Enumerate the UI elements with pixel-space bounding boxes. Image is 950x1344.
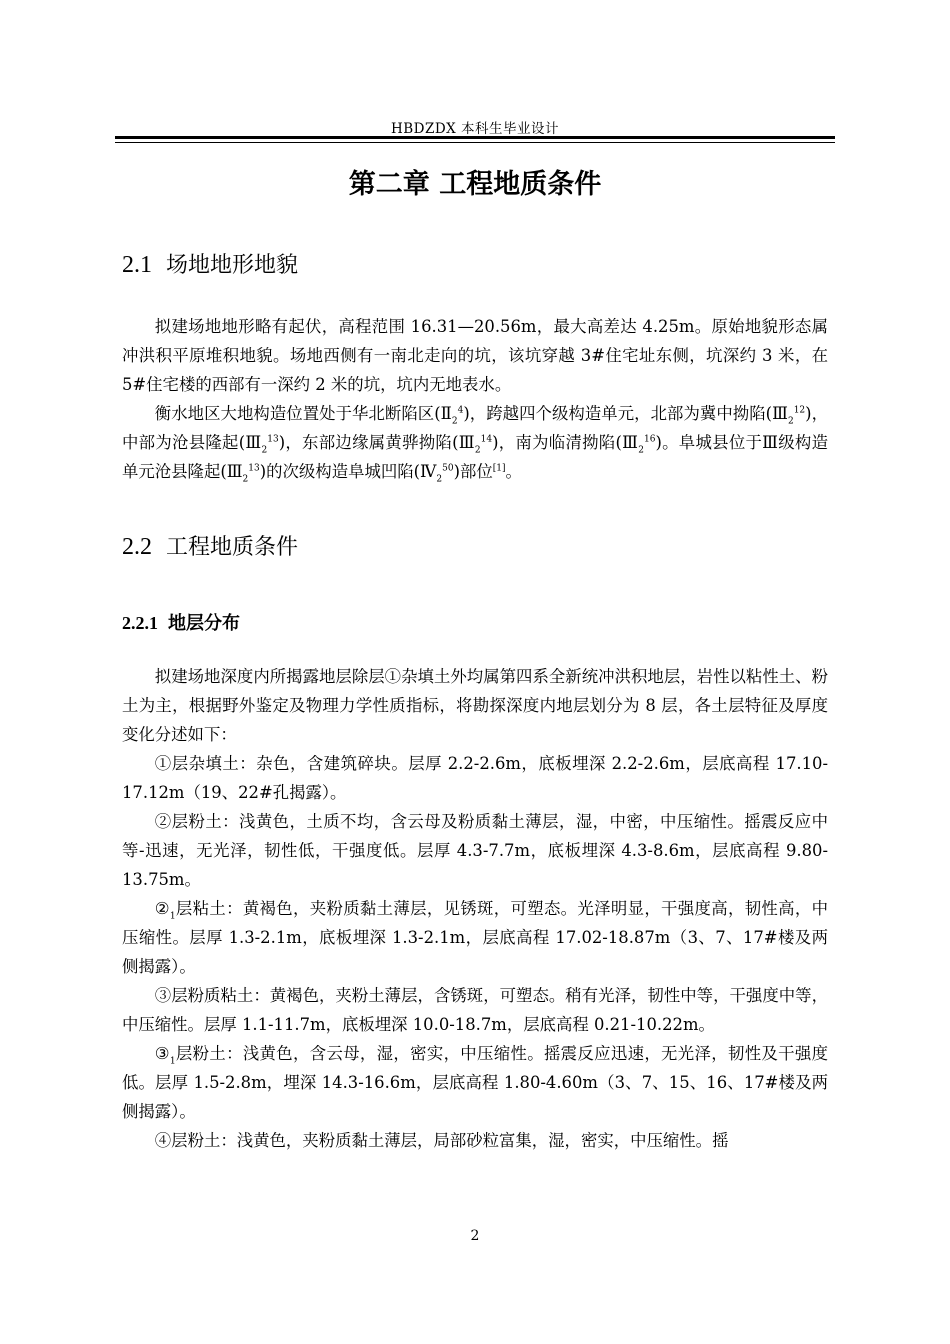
subsection-title: 地层分布 [168,613,240,634]
citation-ref: [1] [492,463,506,474]
paragraph-layer-2-1: $②_1$层粘土：黄褐色，夹粉质黏土薄层，见锈斑，可塑态。光泽明显，干强度高，韧性高，中压缩性。层厚 1.3-2.1m，底板埋深 1.3-2.1m，层底高程 17.02-18.87m（3、7、17#楼及两侧揭露）。 [122,899,829,976]
paragraph-strata-intro: 拟建场地深度内所揭露地层除层①杂填土外均属第四系全新统冲洪积地层，岩性以粘性土、粉土为主，根据野外鉴定及物理力学性质指标，将勘探深度内地层划分为 8 层，各土层特征及厚度变化分述如下： [122,667,828,744]
subsection-heading-2-2-1 [122,609,240,635]
section-title: 场地地形地貌 [166,253,299,278]
section-number: 2.1 [122,252,152,278]
page-header: HBDZDX 本科生毕业设计 [390,121,560,137]
paragraph-layer-4: ④层粉土：浅黄色，夹粉质黏土薄层，局部砂粒富集，湿，密实，中压缩性。摇 [154,1131,729,1150]
section-title: 工程地质条件 [166,535,299,560]
paragraph-layer-3-1: $③_1$层粉土：浅黄色，含云母，湿，密实，中压缩性。摇震反应迅速，无光泽，韧性及干强度低。层厚 1.5-2.8m，埋深 14.3-16.6m，层底高程 1.80-4.60m（3、7、15、16、17#楼及两侧揭露）。 [122,1044,829,1121]
section-heading-2-1 [122,248,298,279]
subsection-number: 2.2.1 [122,613,158,633]
paragraph-layer-3: ③层粉质粘土：黄褐色，夹粉土薄层，含锈斑，可塑态。稍有光泽，韧性中等，干强度中等，中压缩性。层厚 1.1-11.7m，底板埋深 10.0-18.7m，层底高程 0.21-10.22m。 [122,986,828,1034]
paragraph-layer-1: ①层杂填土：杂色，含建筑碎块。层厚 2.2-2.6m，底板埋深 2.2-2.6m，层底高程 17.10-17.12m（19、22#孔揭露）。 [122,754,828,802]
section-heading-2-2 [122,530,298,561]
paragraph-tectonics: 衡水地区大地构造位置处于华北断陷区$(Ⅱ_2^4)$，跨越四个级构造单元，北部为冀中拗陷$(Ⅲ_2^{12})$，中部为沧县隆起$(Ⅲ_2^{13})$，东部边缘属黄骅拗陷$(Ⅲ_2^{14})$，南为临清拗陷$(Ⅲ_2^{16})$。阜城县位于Ⅲ级构造单元沧县隆起$(Ⅲ_2^{13})$的次级构造阜城凹陷$(Ⅳ_2^{50})$部位[1]。 [122,404,828,485]
header-rule-thick [115,136,835,139]
paragraph-terrain: 拟建场地地形略有起伏，高程范围 16.31—20.56m，最大高差达 4.25m。原始地貌形态属冲洪积平原堆积地貌。场地西侧有一南北走向的坑，该坑穿越 3#住宅址东侧，坑深约 3 米，在 5#住宅楼的西部有一深约 2 米的坑，坑内无地表水。 [122,317,828,394]
section-2-1-body [122,312,828,486]
section-2-2-1-body [122,662,828,1155]
header-rule-thin [115,142,835,143]
paragraph-layer-2: ②层粉土：浅黄色，土质不均，含云母及粉质黏土薄层，湿，中密，中压缩性。摇震反应中等-迅速，无光泽，韧性低，干强度低。层厚 4.3-7.7m，底板埋深 4.3-8.6m，层底高程 9.80-13.75m。 [122,812,828,889]
page-number: 2 [470,1228,480,1244]
section-number: 2.2 [122,534,152,560]
chapter-title: 第二章 工程地质条件 [348,169,602,200]
